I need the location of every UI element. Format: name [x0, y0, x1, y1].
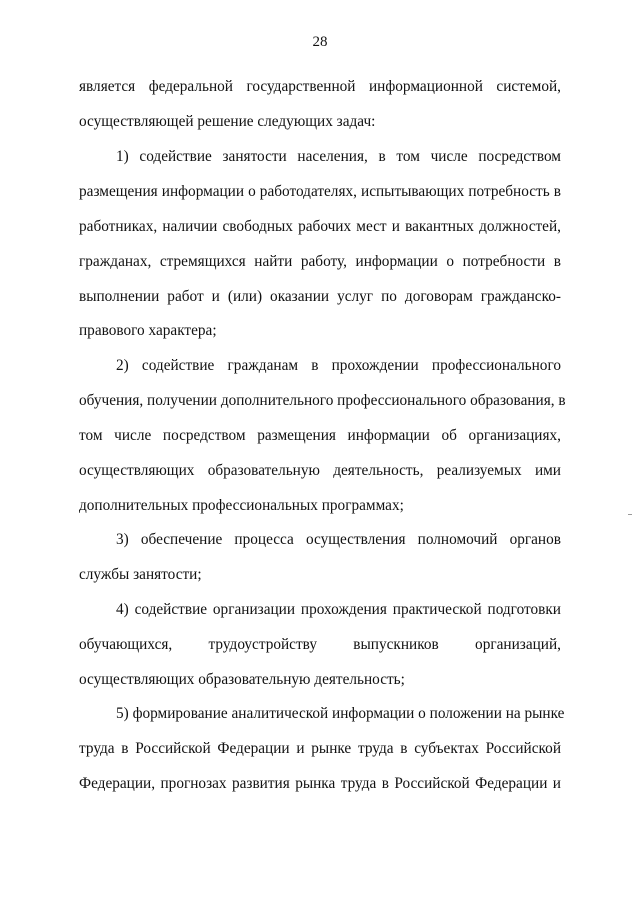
text-line: дополнительных профессиональных программах; [79, 497, 404, 514]
text-line: правового характера; [79, 322, 217, 339]
page-number: 28 [312, 34, 328, 50]
text-line: работниках, наличии свободных рабочих мест и вакантных должностей, [79, 218, 561, 235]
list-item-5-start: 5) формирование аналитической информации о положении на рынке [116, 705, 565, 722]
text-line: гражданах, стремящихся найти работу, информации о потребности в [79, 253, 561, 270]
text-line: службы занятости; [79, 566, 202, 583]
text-line: осуществляющих образовательную деятельность, реализуемых ими [79, 462, 561, 479]
text-line: Федерации, прогнозах развития рынка труда в Российской Федерации и [79, 775, 561, 792]
text-line: выполнении работ и (или) оказании услуг по договорам гражданско- [79, 288, 561, 305]
text-line: том числе посредством размещения информации об организациях, [79, 427, 561, 444]
scan-margin-mark [628, 514, 632, 515]
text-line: размещения информации о работодателях, испытывающих потребность в [79, 183, 561, 200]
text-line: обучения, получении дополнительного профессионального образования, в [79, 392, 566, 409]
text-line: является федеральной государственной информационной системой, [79, 78, 561, 95]
text-line: обучающихся, трудоустройству выпускников организаций, [79, 636, 561, 653]
list-item-4-start: 4) содействие организации прохождения практической подготовки [116, 601, 561, 618]
list-item-1-start: 1) содействие занятости населения, в том числе посредством [116, 148, 561, 165]
list-item-3-start: 3) обеспечение процесса осуществления полномочий органов [116, 531, 561, 548]
list-item-2-start: 2) содействие гражданам в прохождении профессионального [116, 357, 561, 374]
text-line: труда в Российской Федерации и рынке труда в субъектах Российской [79, 740, 561, 757]
text-line: осуществляющей решение следующих задач: [79, 113, 376, 130]
text-line: осуществляющих образовательную деятельность; [79, 671, 405, 688]
